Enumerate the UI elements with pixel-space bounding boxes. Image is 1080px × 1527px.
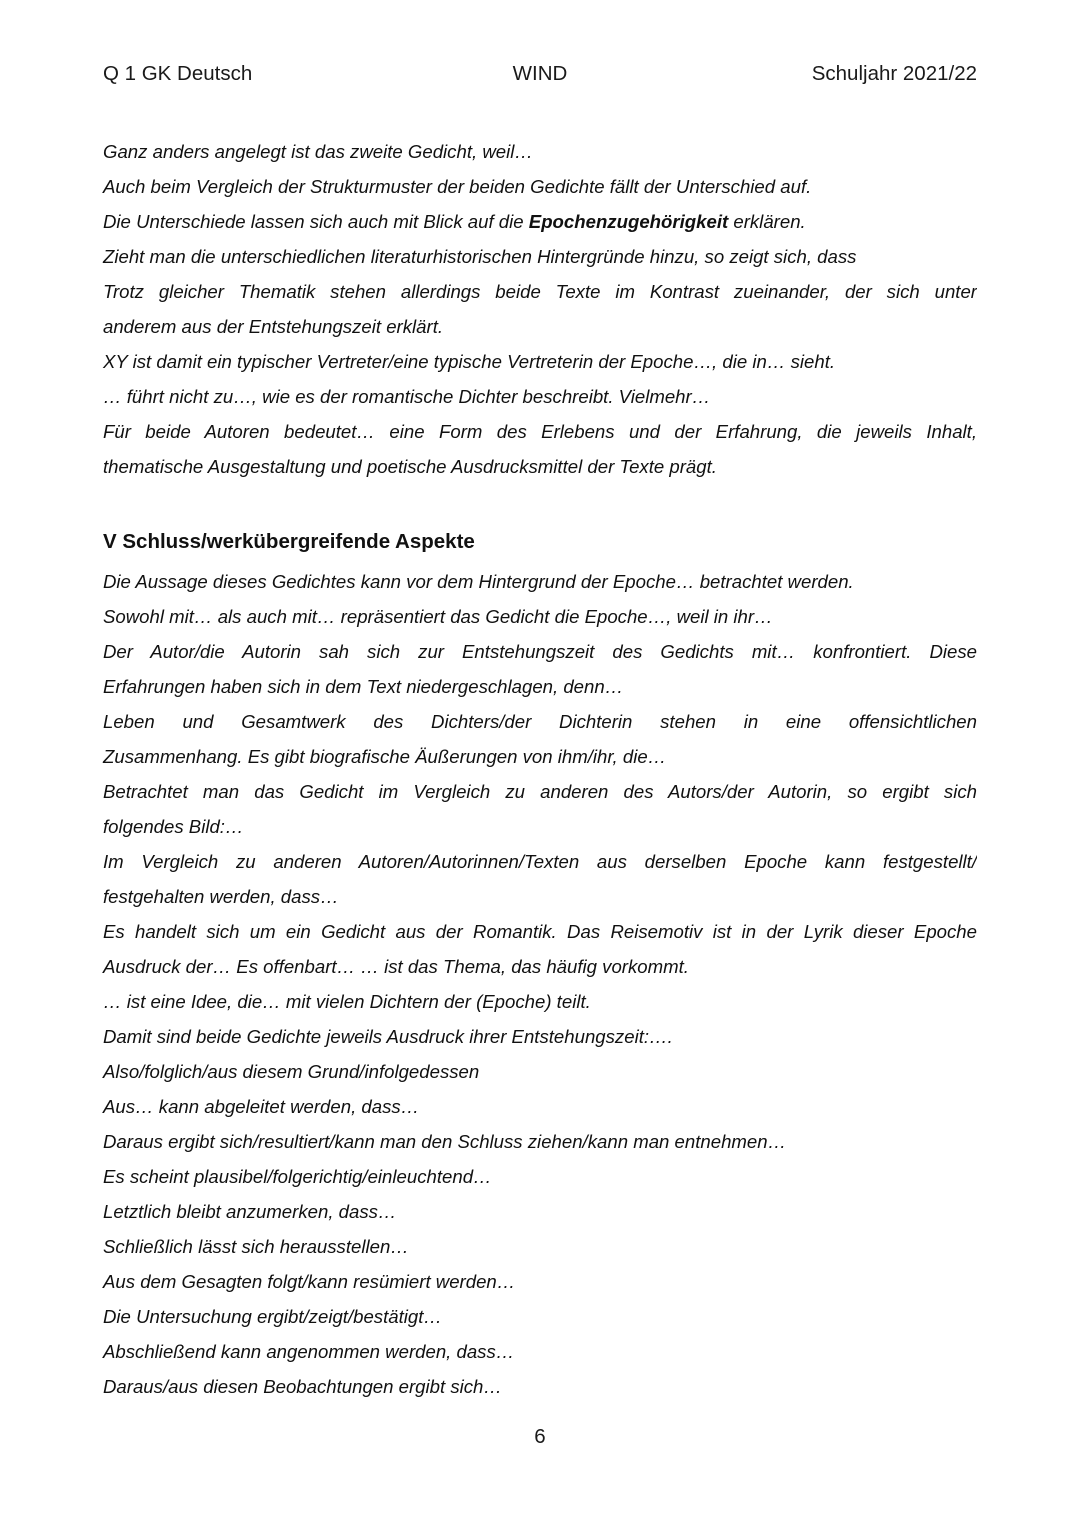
- page-number: 6: [534, 1425, 546, 1448]
- phrase-line: Erfahrungen haben sich in dem Text niedergeschlagen, denn…: [103, 676, 624, 697]
- phrase-line: folgendes Bild:…: [103, 816, 244, 837]
- phrase-line: Aus dem Gesagten folgt/kann resümiert werden…: [103, 1271, 516, 1292]
- emphasis-epochenzugehoerigkeit: Epochenzugehörigkeit: [528, 211, 729, 232]
- section-heading: V Schluss/werkübergreifende Aspekte: [103, 530, 475, 553]
- phrase-line: Zieht man die unterschiedlichen literaturhistorischen Hintergründe hinzu, so zeigt sich, dass: [103, 246, 857, 267]
- phrase-line: Im Vergleich zu anderen Autoren/Autorinnen/Texten aus derselben Epoche kann festgestellt/: [103, 851, 977, 872]
- phrase-line: Sowohl mit… als auch mit… repräsentiert das Gedicht die Epoche…, weil in ihr…: [103, 606, 773, 627]
- phrase-line: Also/folglich/aus diesem Grund/infolgedessen: [103, 1061, 480, 1082]
- phrase-line: … ist eine Idee, die… mit vielen Dichtern der (Epoche) teilt.: [103, 991, 591, 1012]
- phrase-line: Schließlich lässt sich herausstellen…: [103, 1236, 409, 1257]
- phrase-line: Die Aussage dieses Gedichtes kann vor dem Hintergrund der Epoche… betrachtet werden.: [103, 571, 854, 592]
- phrase-line: Für beide Autoren bedeutet… eine Form des Erlebens und der Erfahrung, die jeweils Inhalt,: [103, 421, 977, 442]
- header-school-year: Schuljahr 2021/22: [811, 62, 977, 85]
- phrase-line: … führt nicht zu…, wie es der romantische Dichter beschreibt. Vielmehr…: [103, 386, 711, 407]
- phrase-line: Daraus/aus diesen Beobachtungen ergibt sich…: [103, 1376, 502, 1397]
- phrase-line: Abschließend kann angenommen werden, dass…: [103, 1341, 515, 1362]
- phrase-line: thematische Ausgestaltung und poetische Ausdrucksmittel der Texte prägt.: [103, 456, 717, 477]
- phrase-line: Damit sind beide Gedichte jeweils Ausdruck ihrer Entstehungszeit:….: [103, 1026, 673, 1047]
- phrase-line: Der Autor/die Autorin sah sich zur Entstehungszeit des Gedichts mit… konfrontiert. Diese: [103, 641, 977, 662]
- phrase-line: Zusammenhang. Es gibt biografische Äußerungen von ihm/ihr, die…: [103, 746, 667, 767]
- phrase-line: Leben und Gesamtwerk des Dichters/der Dichterin stehen in eine offensichtlichen: [103, 711, 977, 732]
- phrase-line: Trotz gleicher Thematik stehen allerdings beide Texte im Kontrast zueinander, der sich unter: [103, 281, 977, 302]
- phrase-line: Betrachtet man das Gedicht im Vergleich zu anderen des Autors/der Autorin, so ergibt sich: [103, 781, 977, 802]
- phrase-line: Aus… kann abgeleitet werden, dass…: [103, 1096, 420, 1117]
- section-spacer: [103, 484, 977, 524]
- phrase-line: Letztlich bleibt anzumerken, dass…: [103, 1201, 397, 1222]
- header-course: Q 1 GK Deutsch: [103, 62, 253, 85]
- page-content: [103, 134, 977, 1404]
- phrase-line: Ausdruck der… Es offenbart… … ist das Thema, das häufig vorkommt.: [103, 956, 689, 977]
- phrase-line: XY ist damit ein typischer Vertreter/eine typische Vertreterin der Epoche…, die in… sieht.: [103, 351, 836, 372]
- header-topic: WIND: [512, 62, 568, 85]
- phrase-line-epoch: [103, 204, 977, 239]
- phrase-line: anderem aus der Entstehungszeit erklärt.: [103, 316, 444, 337]
- phrase-line: Auch beim Vergleich der Strukturmuster der beiden Gedichte fällt der Unterschied auf.: [103, 176, 812, 197]
- phrase-line: festgehalten werden, dass…: [103, 886, 339, 907]
- phrase-line: Daraus ergibt sich/resultiert/kann man den Schluss ziehen/kann man entnehmen…: [103, 1131, 787, 1152]
- phrase-line: Die Untersuchung ergibt/zeigt/bestätigt…: [103, 1306, 442, 1327]
- phrase-text: erklären.: [728, 211, 806, 232]
- phrase-line: Ganz anders angelegt ist das zweite Gedicht, weil…: [103, 141, 533, 162]
- phrase-line: Es scheint plausibel/folgerichtig/einleuchtend…: [103, 1166, 492, 1187]
- phrase-text: Die Unterschiede lassen sich auch mit Blick auf die: [103, 211, 529, 232]
- phrase-line: Es handelt sich um ein Gedicht aus der Romantik. Das Reisemotiv ist in der Lyrik dieser Epoche: [103, 921, 977, 942]
- page-header: [103, 62, 977, 92]
